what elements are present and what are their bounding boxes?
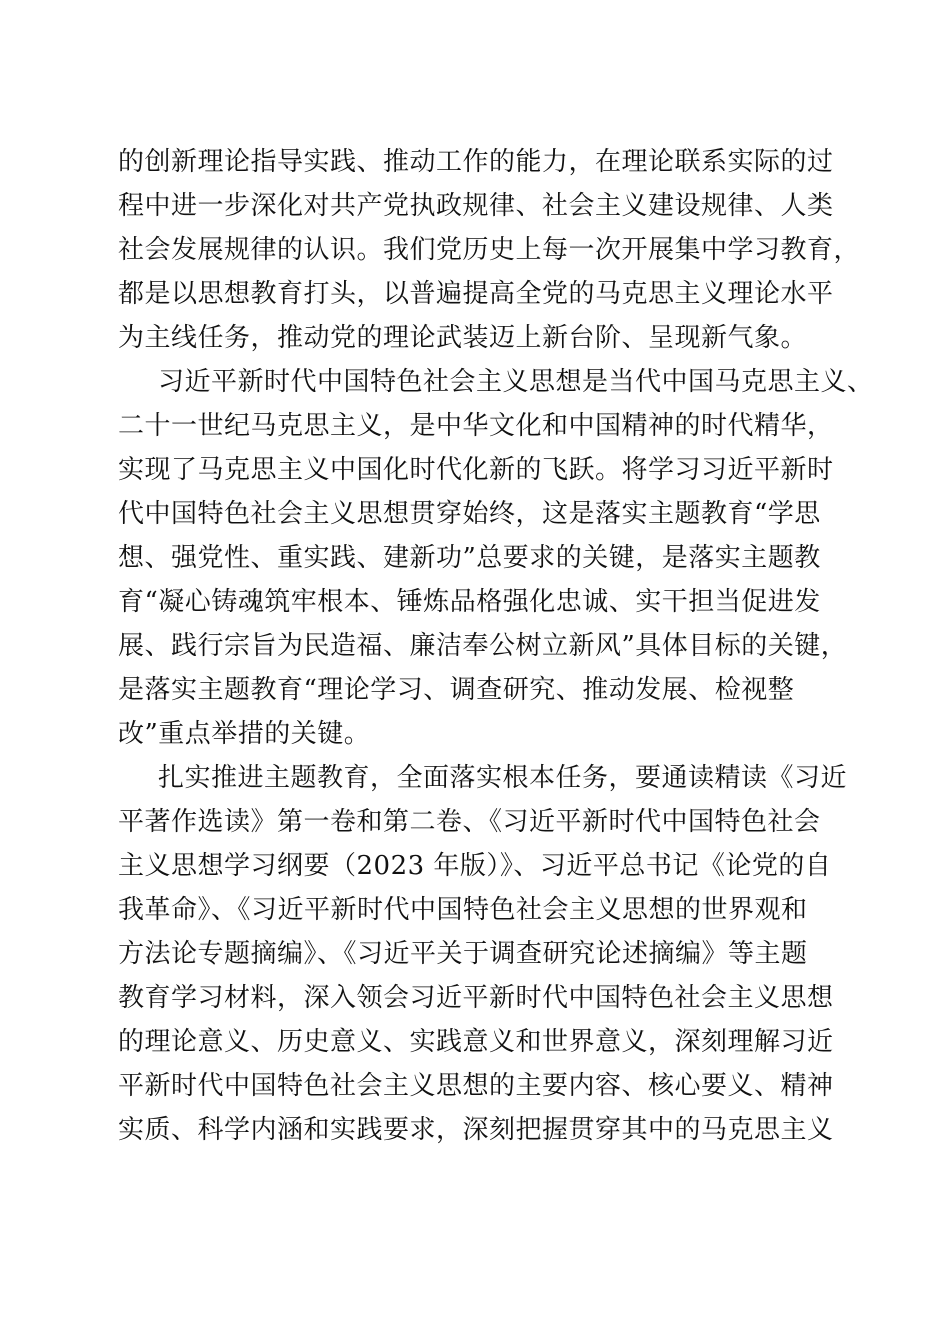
text-line: 我革命》、《习近平新时代中国特色社会主义思想的世界观和 xyxy=(118,895,808,925)
text-line: 都是以思想教育打头，以普遍提高全党的马克思主义理论水平 xyxy=(118,279,834,309)
text-line: 代中国特色社会主义思想贯穿始终，这是落实主题教育“学思 xyxy=(118,499,821,529)
text-line: 方法论专题摘编》、《习近平关于调查研究论述摘编》等主题 xyxy=(118,939,808,969)
text-line: 程中进一步深化对共产党执政规律、社会主义建设规律、人类 xyxy=(118,191,834,221)
text-line: 实质、科学内涵和实践要求，深刻把握贯穿其中的马克思主义 xyxy=(118,1115,834,1145)
paragraph-start-line: 扎实推进主题教育，全面落实根本任务，要通读精读《习近 xyxy=(158,763,848,793)
text-line: 社会发展规律的认识。我们党历史上每一次开展集中学习教育， xyxy=(118,235,861,265)
text-line: 改”重点举措的关键。 xyxy=(118,719,371,749)
text-line: 想、强党性、重实践、建新功”总要求的关键，是落实主题教 xyxy=(118,543,821,573)
text-line: 实现了马克思主义中国化时代化新的飞跃。将学习习近平新时 xyxy=(118,455,834,485)
text-line: 育“凝心铸魂筑牢根本、锤炼品格强化忠诚、实干担当促进发 xyxy=(118,587,821,617)
text-line: 的理论意义、历史意义、实践意义和世界意义，深刻理解习近 xyxy=(118,1027,834,1057)
text-line: 为主线任务，推动党的理论武装迈上新台阶、呈现新气象。 xyxy=(118,323,808,353)
text-line: 是落实主题教育“理论学习、调查研究、推动发展、检视整 xyxy=(118,675,795,705)
text-line: 二十一世纪马克思主义，是中华文化和中国精神的时代精华， xyxy=(118,411,834,441)
text-line: 的创新理论指导实践、推动工作的能力，在理论联系实际的过 xyxy=(118,147,834,177)
text-line: 平新时代中国特色社会主义思想的主要内容、核心要义、精神 xyxy=(118,1071,834,1101)
text-line: 平著作选读》第一卷和第二卷、《习近平新时代中国特色社会 xyxy=(118,807,821,837)
text-line: 教育学习材料，深入领会习近平新时代中国特色社会主义思想 xyxy=(118,983,834,1013)
text-line: 主义思想学习纲要（2023 年版）》、习近平总书记《论党的自 xyxy=(118,851,832,881)
text-line: 展、践行宗旨为民造福、廉洁奉公树立新风”具体目标的关键， xyxy=(118,631,848,661)
body-text xyxy=(118,140,874,1152)
paragraph-start-line: 习近平新时代中国特色社会主义思想是当代中国马克思主义、 xyxy=(158,367,874,397)
